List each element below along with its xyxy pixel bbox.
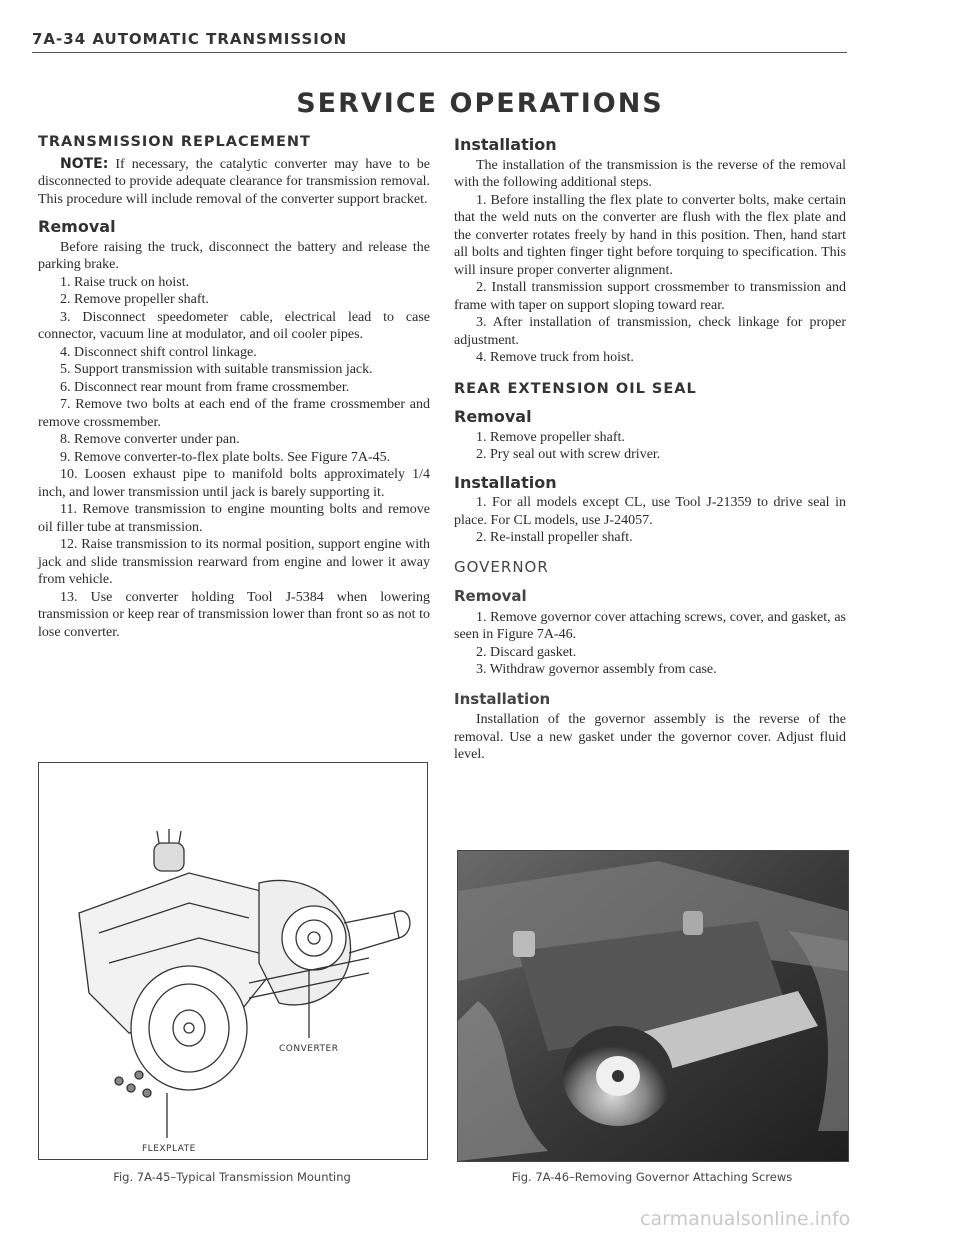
removal-step: 2. Remove propeller shaft. — [60, 292, 209, 307]
governor-installation-text: Installation of the governor assembly is the reverse of the removal. Use a new gasket under the governor cover. Adjust fluid level. — [454, 712, 846, 762]
figure-caption-7a-45: Fig. 7A-45–Typical Transmission Mounting — [113, 1170, 351, 1184]
note-label: NOTE: — [60, 155, 109, 172]
removal-step: 12. Raise transmission to its normal position, support engine with jack and slide transmission rearward from engine and lower it away from vehicle. — [38, 537, 430, 587]
label-converter: CONVERTER — [279, 1044, 339, 1054]
removal-step: 4. Disconnect shift control linkage. — [60, 344, 257, 360]
governor-removal-heading: Removal — [454, 587, 527, 605]
rear-installation-heading: Installation — [454, 472, 557, 492]
label-flexplate: FLEXPLATE — [142, 1144, 196, 1154]
rear-removal-step: 2. Pry seal out with screw driver. — [476, 447, 661, 462]
governor-removal-photo — [458, 851, 848, 1161]
page-header: 7A-34 AUTOMATIC TRANSMISSION — [32, 30, 847, 53]
installation-heading: Installation — [454, 135, 557, 154]
rear-removal-heading: Removal — [454, 407, 532, 426]
installation-intro: The installation of the transmission is the reverse of the removal with the following additional steps. — [454, 157, 846, 190]
governor-removal-step: 1. Remove governor cover attaching screws, cover, and gasket, as seen in Figure 7A-46. — [454, 609, 846, 642]
transmission-mounting-illustration — [39, 763, 427, 1159]
governor-removal-step: 2. Discard gasket. — [476, 644, 577, 660]
installation-step: 2. Install transmission support crossmember to transmission and frame with taper on support sloping toward rear. — [454, 280, 846, 313]
right-column — [454, 132, 846, 764]
removal-step: 6. Disconnect rear mount from frame crossmember. — [60, 379, 350, 395]
figure-caption-7a-46: Fig. 7A-46–Removing Governor Attaching Screws — [511, 1170, 793, 1184]
governor-removal-step: 3. Withdraw governor assembly from case. — [476, 662, 717, 677]
removal-step: 3. Disconnect speedometer cable, electrical lead to case connector, vacuum line at modulator, and oil cooler pipes. — [38, 309, 430, 342]
watermark: carmanualsonline.info — [640, 1208, 851, 1230]
removal-step: 1. Raise truck on hoist. — [60, 274, 190, 290]
note-text: If necessary, the catalytic converter may have to be disconnected to provide adequate clearance for transmission removal. This procedure will include removal of the converter support bracket. — [38, 156, 430, 207]
rear-installation-step: 1. For all models except CL, use Tool J-21359 to drive seal in place. For CL models, use J-24057. — [454, 495, 846, 528]
removal-step: 13. Use converter holding Tool J-5384 when lowering transmission or keep rear of transmission lower than front so as not to lose converter. — [38, 589, 430, 640]
removal-step: 9. Remove converter-to-flex plate bolts. See Figure 7A-45. — [60, 449, 391, 465]
note-paragraph — [38, 156, 430, 209]
figure-transmission-mounting — [38, 762, 428, 1160]
installation-step: 3. After installation of transmission, check linkage for proper adjustment. — [454, 315, 846, 348]
removal-heading: Removal — [38, 217, 116, 236]
removal-step: 11. Remove transmission to engine mounting bolts and remove oil filler tube at transmission. — [38, 502, 430, 535]
section-heading-rear-extension-oil-seal: REAR EXTENSION OIL SEAL — [454, 380, 697, 397]
removal-step: 5. Support transmission with suitable transmission jack. — [60, 362, 373, 377]
section-heading-governor: GOVERNOR — [454, 557, 549, 576]
removal-intro: Before raising the truck, disconnect the battery and release the parking brake. — [38, 239, 430, 272]
figure-governor-screws — [457, 850, 849, 1162]
removal-step: 8. Remove converter under pan. — [60, 432, 240, 447]
installation-step: 4. Remove truck from hoist. — [476, 350, 634, 365]
rear-installation-step: 2. Re-install propeller shaft. — [476, 530, 633, 545]
page-title: SERVICE OPERATIONS — [296, 88, 664, 119]
removal-step: 7. Remove two bolts at each end of the frame crossmember and remove crossmember. — [38, 397, 430, 430]
governor-installation-heading: Installation — [454, 689, 551, 708]
removal-step: 10. Loosen exhaust pipe to manifold bolts approximately 1/4 inch, and lower transmission until jack is barely supporting it. — [38, 467, 430, 500]
rear-removal-step: 1. Remove propeller shaft. — [476, 429, 625, 445]
left-column — [38, 132, 430, 641]
section-heading-transmission-replacement: TRANSMISSION REPLACEMENT — [38, 134, 311, 150]
installation-step: 1. Before installing the flex plate to converter bolts, make certain that the weld nuts on the converter are flush with the flex plate and the converter rotates freely by hand in this position. Then, hand start all bolts and tighten finger tight before torquing to specification. This will insure proper converter alignment. — [454, 192, 846, 278]
